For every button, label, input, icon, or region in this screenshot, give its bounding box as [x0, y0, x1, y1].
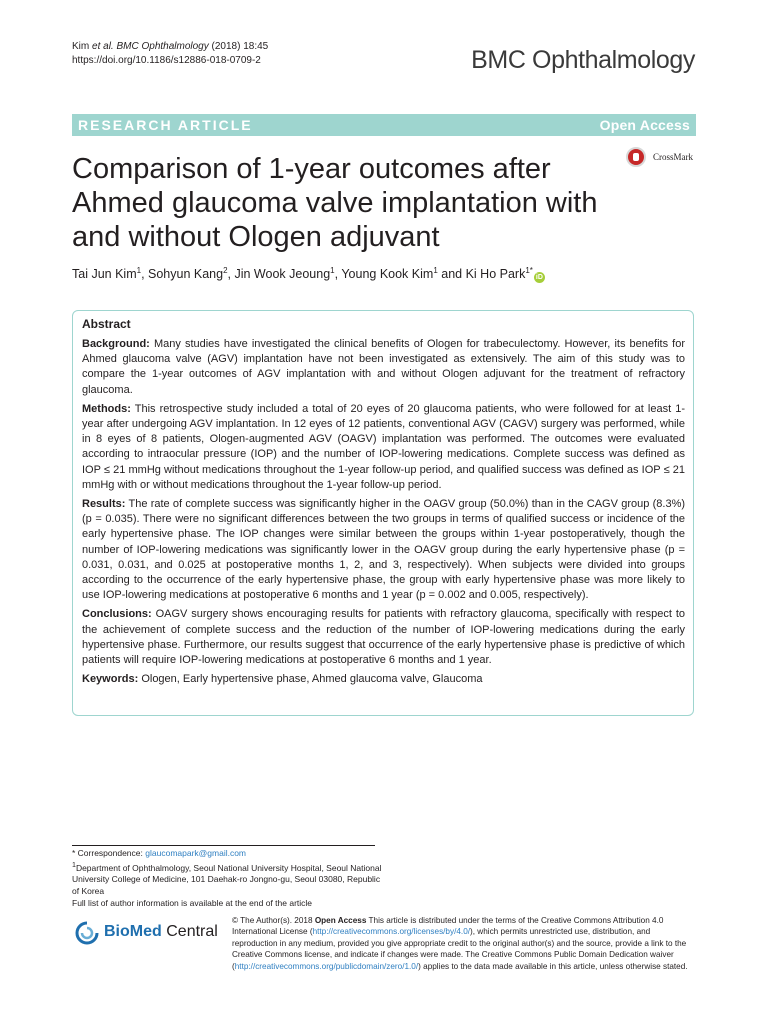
license-text: ), which permits unrestricted use, distribution, and reproduction in any medium, provided you give appropriate credit to the original author(s) and the source, provide a link to the Creative Commons license, and indicate if changes were made. The Creative Commons Public Domain Dedication waiver (	[232, 927, 687, 971]
author	[234, 267, 341, 281]
license-copyright: © The Author(s). 2018	[232, 916, 313, 925]
abstract-box	[72, 310, 694, 716]
author-affiliation: 1	[136, 266, 142, 275]
results-label: Results:	[82, 498, 126, 511]
background-text: Many studies have investigated the clinical benefits of Ologen for trabeculectomy. However, its benefits for Ahmed glaucoma valve (AGV) implantation have not been investigated as extensively. The aim of this study was to compare the 1-year outcomes of AGV implantation with and without Ologen adjuvant for the treatment of refractory glaucoma.	[82, 338, 686, 396]
article-banner	[72, 114, 696, 136]
article-type: RESEARCH ARTICLE	[78, 117, 253, 133]
biomed-central-logo	[74, 918, 224, 952]
citation-volume: (2018) 18:45	[211, 41, 269, 52]
license-text: This article is distributed under the terms of the Creative Commons Attribution 4.0 International License (	[232, 916, 664, 937]
doi-link[interactable]: https://doi.org/10.1186/s12886-018-0709-2	[72, 55, 261, 66]
conclusions-text: OAGV surgery shows encouraging results for patients with refractory glaucoma, specifically with respect to the achievement of complete success and the reduction of the number of IOP-lowering medications during the early hypertensive phase. Furthermore, our results suggest that occurrence of the early hypertensive phase is predictive of which patients will require IOP-lowering medications at postoperative 6 months and 1 year.	[82, 608, 685, 667]
author-separator: ,	[227, 267, 235, 282]
article-title: Comparison of 1-year outcomes after Ahmed glaucoma valve implantation with and without Ologen adjuvant	[72, 153, 598, 253]
abstract-conclusions	[82, 607, 685, 668]
correspondence-label: * Correspondence:	[72, 848, 143, 858]
author	[341, 267, 465, 281]
author-separator: and	[437, 267, 466, 282]
logo-biomed-text: BioMed	[104, 923, 162, 940]
abstract-heading: Abstract	[82, 317, 131, 331]
author-affiliation: 1	[433, 266, 438, 275]
crossmark-label: CrossMark	[653, 152, 693, 162]
open-access-label: Open Access	[599, 117, 690, 133]
author-affiliation: 1	[330, 266, 335, 275]
journal-brand: BMC Ophthalmology	[471, 46, 695, 74]
affiliation	[72, 860, 382, 898]
author-affiliation: 1*	[525, 266, 533, 275]
license-text: ) applies to the data made available in this article, unless otherwise stated.	[418, 961, 688, 971]
abstract-keywords	[82, 672, 685, 687]
biomed-central-wordmark	[104, 923, 218, 941]
keywords-label: Keywords:	[82, 673, 139, 686]
license-statement	[232, 915, 692, 972]
abstract-results	[82, 497, 685, 603]
affiliation-number: 1	[72, 860, 76, 869]
orcid-icon[interactable]: iD	[535, 274, 543, 282]
public-domain-link[interactable]: http://creativecommons.org/publicdomain/zero/1.0/	[234, 961, 419, 971]
crossmark-button[interactable]	[626, 146, 716, 172]
abstract-methods	[82, 402, 685, 493]
footnote	[72, 848, 382, 910]
citation-etal: et al.	[92, 41, 114, 52]
author-info-note: Full list of author information is available at the end of the article	[72, 898, 313, 909]
author-separator: ,	[141, 267, 149, 282]
methods-label: Methods:	[82, 402, 131, 415]
background-label: Background:	[82, 338, 150, 350]
results-text: The rate of complete success was significantly higher in the OAGV group (50.0%) than in the CAGV group (8.3%) (p = 0.035). There were no significant differences between the two groups in terms of qualified success or incidence of the early hypertensive phase. The IOP changes were similar between the groups within 1-year postoperatively, though the number of IOP-lowering medications was significantly lower in the OAGV group during the early hypertensive phase (p = 0.031, 0.031, and 0.025 at postoperative months 1, 2, and 3, respectively). When subjects were divided into groups according to the occurrence of the early hypertensive phase, the group with early hypertensive phase was more likely to use IOP-lowering medications at postoperative 6 months and 1 year (p = 0.002 and 0.005, respectively).	[82, 498, 686, 602]
keywords-text: Ologen, Early hypertensive phase, Ahmed glaucoma valve, Glaucoma	[141, 673, 483, 686]
citation-line	[72, 40, 268, 54]
author-name: Jin Wook Jeoung	[234, 267, 331, 282]
citation-author: Kim	[72, 41, 90, 52]
author-affiliation: 2	[223, 266, 228, 275]
conclusions-label: Conclusions:	[82, 608, 152, 621]
biomed-central-icon	[74, 920, 100, 946]
author	[466, 267, 533, 281]
crossmark-icon	[626, 147, 646, 167]
author	[72, 267, 148, 281]
license-open-access: Open Access	[314, 916, 367, 925]
abstract-background	[82, 337, 685, 398]
methods-text: This retrospective study included a total of 20 eyes of 20 glaucoma patients, who were followed for at least 1-year after undergoing AGV implantation. In 12 eyes of 12 patients, conventional AGV (CAGV) surgery was performed, while in 8 eyes of 8 patients, Ologen-augmented AGV (OAGV) implantation was performed. The outcomes were evaluated according to intraocular pressure (IOP) and the number of IOP-lowering medications. Complete success was defined as IOP ≤ 21 mmHg without medications throughout the 1-year follow-up period, and qualified success was defined as IOP ≤ 21 mmHg with or without medications throughout the 1-year follow-up period.	[82, 402, 686, 491]
logo-central-text: Central	[166, 923, 218, 940]
correspondence	[72, 848, 382, 860]
author-list	[72, 266, 545, 283]
footnote-divider	[72, 845, 375, 846]
correspondence-email[interactable]: glaucomapark@gmail.com	[145, 848, 247, 858]
author-name: Young Kook Kim	[341, 267, 434, 282]
citation	[72, 40, 268, 68]
author	[148, 267, 234, 281]
affiliation-text: Department of Ophthalmology, Seoul National University Hospital, Seoul National University College of Medicine, 101 Daehak-ro Jongno-gu, Seoul 03080, Republic of Korea	[72, 862, 382, 897]
author-name: Ki Ho Park	[465, 267, 526, 282]
author-name: Tai Jun Kim	[72, 267, 137, 282]
author-name: Sohyun Kang	[148, 267, 224, 282]
citation-journal: BMC Ophthalmology	[116, 41, 209, 52]
author-separator: ,	[334, 267, 342, 282]
license-link[interactable]: http://creativecommons.org/licenses/by/4.0/	[312, 927, 471, 937]
